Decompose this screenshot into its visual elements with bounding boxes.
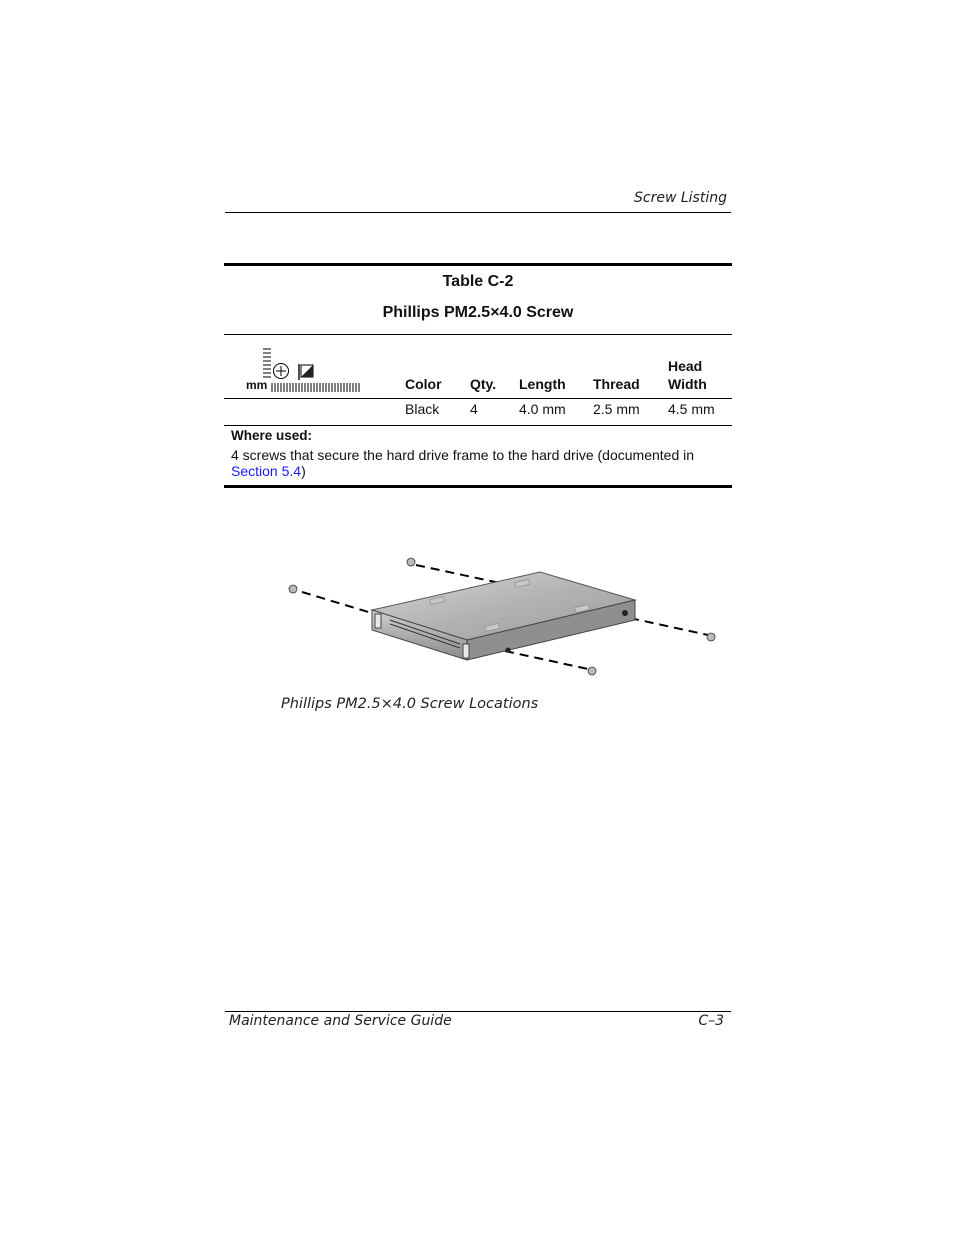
- header-rule: [225, 212, 731, 213]
- col-header-length: Length: [519, 376, 566, 392]
- table-number: Table C-2: [442, 273, 514, 290]
- figure-caption: Phillips PM2.5×4.0 Screw Locations: [281, 696, 539, 712]
- footer-title: Maintenance and Service Guide: [229, 1013, 452, 1029]
- col-header-head-width-line1: Head: [668, 358, 703, 374]
- footer-rule: [225, 1011, 731, 1012]
- col-header-head-width-line2: Width: [668, 376, 707, 392]
- cell-color: Black: [405, 401, 440, 417]
- cell-head-width: 4.5 mm: [668, 401, 715, 417]
- col-header-thread: Thread: [593, 376, 640, 392]
- where-used-label: Where used:: [231, 428, 313, 443]
- table-bottom-rule: [224, 485, 732, 488]
- cell-length: 4.0 mm: [519, 401, 566, 417]
- col-header-color: Color: [405, 376, 442, 392]
- header-row-rule: [224, 398, 732, 399]
- data-row-rule: [224, 425, 732, 426]
- col-header-qty: Qty.: [470, 376, 497, 392]
- running-head: Screw Listing: [634, 190, 727, 206]
- table-title: Phillips PM2.5×4.0 Screw: [382, 304, 574, 321]
- table-title-rule: [224, 334, 732, 335]
- cell-qty: 4: [470, 401, 478, 417]
- where-used-close: ): [301, 463, 306, 479]
- col-header-head-width: [668, 357, 707, 393]
- where-used-text: [231, 447, 721, 479]
- cell-thread: 2.5 mm: [593, 401, 640, 417]
- hard-drive-illustration: [280, 548, 720, 688]
- section-link[interactable]: Section 5.4: [231, 463, 302, 479]
- table-top-rule: [224, 263, 732, 266]
- where-used-body: 4 screws that secure the hard drive frame to the hard drive (documented in: [231, 447, 695, 463]
- page-number: C–3: [698, 1013, 724, 1029]
- icon-unit-label: mm: [246, 378, 268, 392]
